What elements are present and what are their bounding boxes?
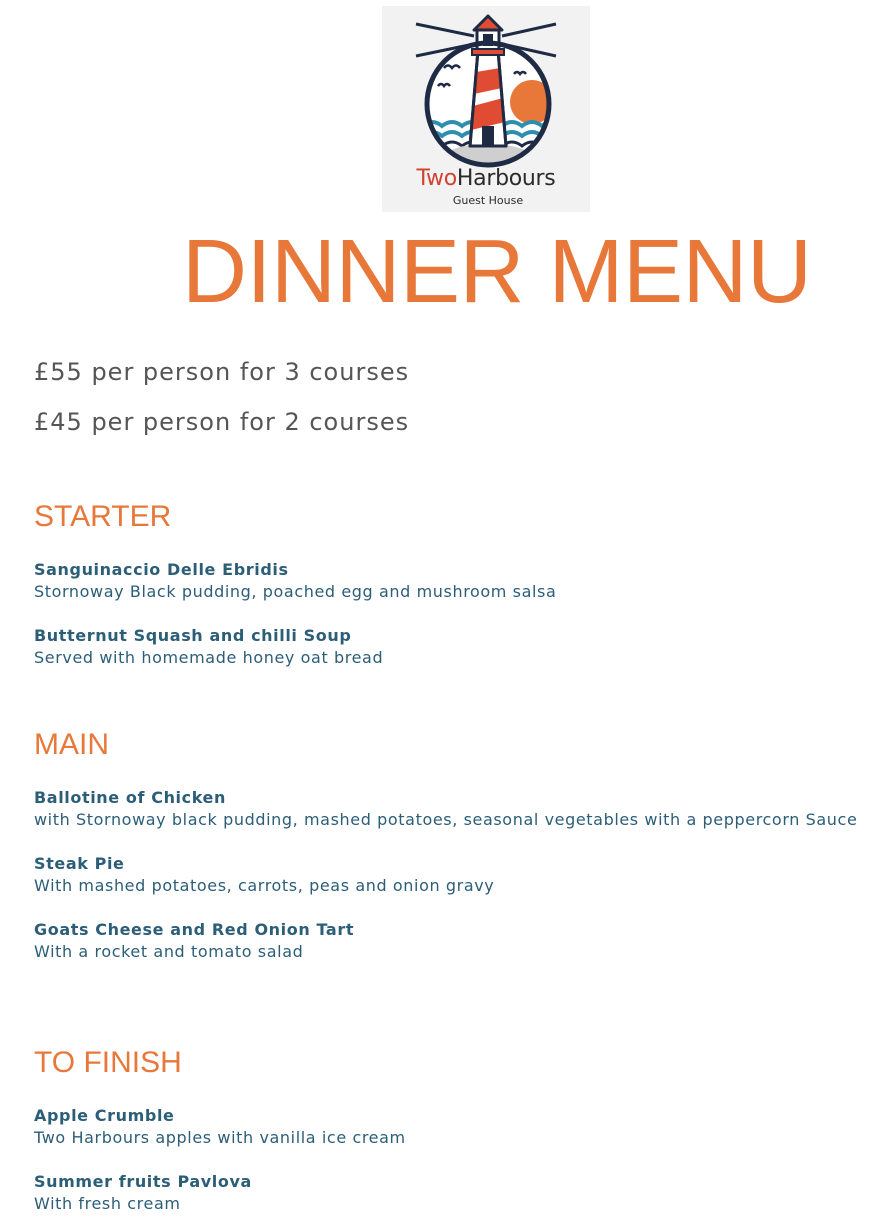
dish-description: With mashed potatoes, carrots, peas and onion gravy [34,876,495,895]
section-heading-starter: STARTER [34,500,172,533]
dish-description: with Stornoway black pudding, mashed potatoes, seasonal vegetables with a peppercorn Sauce [34,810,858,829]
dish-description: Stornoway Black pudding, poached egg and mushroom salsa [34,582,557,601]
dish-name: Summer fruits Pavlova [34,1172,252,1191]
dish-description: Two Harbours apples with vanilla ice cream [34,1128,406,1147]
dish-name: Butternut Squash and chilli Soup [34,626,352,645]
brand-name [382,166,590,192]
dish-name: Steak Pie [34,854,125,873]
brand-subtitle: Guest House [452,194,524,207]
dish-name: Sanguinaccio Delle Ebridis [34,560,289,579]
brand-name-part1: Two [416,166,457,191]
price-three-courses: £55 per person for 3 courses [34,358,410,386]
dish-description: Served with homemade honey oat bread [34,648,384,667]
price-two-courses: £45 per person for 2 courses [34,408,410,436]
dish-name: Goats Cheese and Red Onion Tart [34,920,355,939]
dish-description: With fresh cream [34,1194,181,1213]
dish-name: Ballotine of Chicken [34,788,226,807]
brand-name-part2: Harbours [456,166,556,191]
dish-name: Apple Crumble [34,1106,175,1125]
section-heading-main: MAIN [34,728,109,761]
page-title: DINNER MENU [182,222,812,322]
dish-description: With a rocket and tomato salad [34,942,304,961]
section-heading-finish: TO FINISH [34,1046,182,1079]
logo [382,6,590,212]
